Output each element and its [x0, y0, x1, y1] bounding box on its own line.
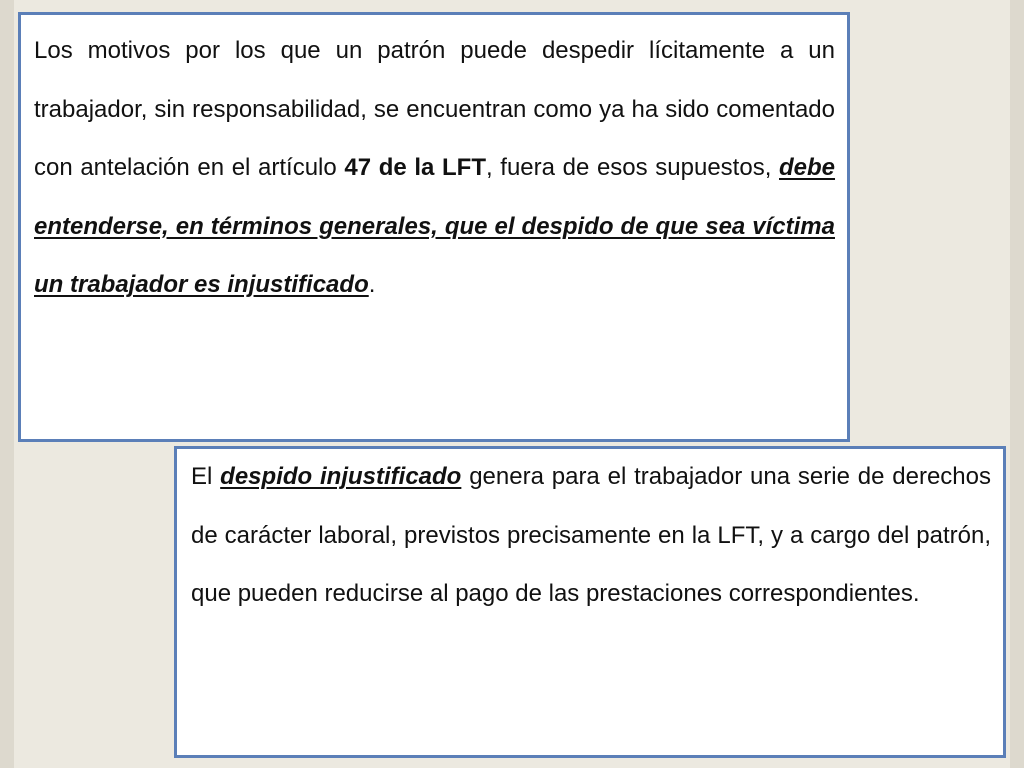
- paragraph-text: El: [191, 463, 221, 490]
- right-side-band: [1010, 0, 1024, 768]
- paragraph-despido-licito: [34, 22, 835, 315]
- text-box-despido-injustificado: [174, 446, 1006, 758]
- paragraph-text: , fuera de esos supuestos,: [485, 154, 779, 181]
- paragraph-text: Los motivos por los que un patrón puede despedir lícitamente a un trabajador, sin responsabilidad, se encuentran como ya ha sido comentado con antelación en el artículo: [34, 37, 835, 181]
- text-box-despido-licito: [18, 12, 850, 442]
- emphasis-despido-injustificado: debe entenderse, en términos generales, que el despido de que sea víctima un trabajador es injustificado: [34, 154, 836, 298]
- bold-reference-lft: 47 de la LFT: [344, 154, 486, 181]
- paragraph-end: .: [368, 271, 376, 298]
- emphasis-term: despido injustificado: [220, 463, 462, 490]
- paragraph-text: genera para el trabajador una serie de derechos de carácter laboral, previstos precisamente en la LFT, y a cargo del patrón, que pueden reducirse al pago de las prestaciones correspondientes.: [191, 463, 991, 607]
- left-side-band: [0, 0, 14, 768]
- paragraph-despido-injustificado: [191, 448, 991, 624]
